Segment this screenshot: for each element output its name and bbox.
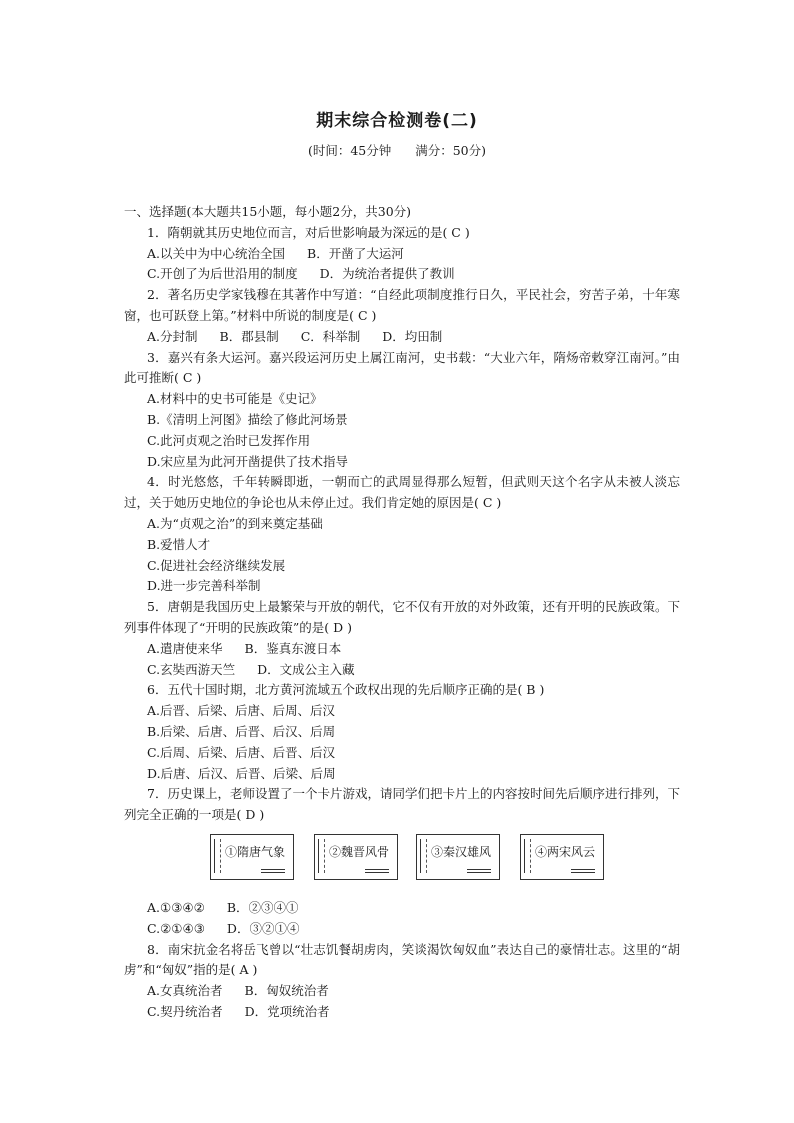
card-label: ①隋唐气象 bbox=[225, 844, 286, 859]
question-5-options-row1 bbox=[124, 639, 680, 660]
card-label: ②魏晋风骨 bbox=[329, 844, 390, 859]
question-2-stem: 2．著名历史学家钱穆在其著作中写道：“自经此项制度推行日久，平民社会，穷苦子弟，十年寒窗，也可跃登上第。”材料中所说的制度是( C ) bbox=[124, 287, 680, 323]
option: D．③②①④ bbox=[226, 920, 300, 936]
option: D．党项统治者 bbox=[244, 1003, 330, 1019]
option: D.后唐、后汉、后晋、后梁、后周 bbox=[147, 765, 336, 781]
card-binding-icon bbox=[214, 839, 221, 873]
option: D．均田制 bbox=[382, 328, 443, 344]
question-list bbox=[124, 202, 680, 1023]
question-1-options-row1 bbox=[124, 244, 680, 265]
card bbox=[210, 834, 294, 880]
option: C.后周、后梁、后唐、后晋、后汉 bbox=[147, 744, 336, 760]
option: B．鉴真东渡日本 bbox=[244, 640, 342, 656]
option: D．文成公主入藏 bbox=[257, 661, 355, 677]
option: B．开凿了大运河 bbox=[307, 245, 404, 261]
option: A.女真统治者 bbox=[147, 983, 223, 999]
option: A.材料中的史书可能是《史记》 bbox=[147, 391, 323, 407]
card-lines-icon bbox=[365, 869, 389, 873]
option: D.进一步完善科举制 bbox=[147, 578, 261, 594]
card-label: ④两宋风云 bbox=[535, 844, 596, 859]
option: B.《清明上河图》描绘了修此河场景 bbox=[147, 411, 348, 427]
question-8-options-row1 bbox=[124, 981, 680, 1002]
option: A.分封制 bbox=[147, 328, 198, 344]
question-1-stem: 1．隋朝就其历史地位而言，对后世影响最为深远的是( C ) bbox=[147, 224, 470, 240]
question-4-stem: 4．时光悠悠，千年转瞬即逝，一朝而亡的武周显得那么短暂，但武则天这个名字从未被人淡忘过，关于她历史地位的争论也从未停止过。我们肯定她的原因是( C ) bbox=[124, 474, 680, 511]
card-binding-icon bbox=[318, 839, 325, 873]
question-7-options-row1 bbox=[124, 898, 680, 919]
option: B.后梁、后唐、后晋、后汉、后周 bbox=[147, 723, 336, 739]
card-lines-icon bbox=[261, 869, 285, 873]
option: B．匈奴统治者 bbox=[244, 983, 329, 999]
page-title: 期末综合检测卷(二) bbox=[316, 111, 478, 131]
option: C.促进社会经济继续发展 bbox=[147, 557, 286, 573]
card-lines-icon bbox=[467, 869, 491, 873]
question-7-stem: 7．历史课上，老师设置了一个卡片游戏，请同学们把卡片上的内容按时间先后顺序进行排列，下列完全正确的一项是( D ) bbox=[124, 786, 680, 823]
card-lines-icon bbox=[571, 869, 595, 873]
option: A.①③④② bbox=[147, 899, 205, 915]
card-label: ③秦汉雄风 bbox=[431, 844, 492, 859]
question-8-options-row2 bbox=[124, 1002, 680, 1023]
option: A.后晋、后梁、后唐、后周、后汉 bbox=[147, 703, 336, 719]
option: C.此河贞观之治时已发挥作用 bbox=[147, 432, 311, 448]
question-5-stem: 5．唐朝是我国历史上最繁荣与开放的朝代，它不仅有开放的对外政策，还有开明的民族政策。下列事件体现了“开明的民族政策”的是( D ) bbox=[124, 599, 680, 635]
card bbox=[520, 834, 604, 880]
question-1-options-row2 bbox=[124, 264, 680, 285]
card-figure bbox=[124, 830, 680, 894]
question-8-stem: 8．南宋抗金名将岳飞曾以“壮志饥餐胡虏肉，笑谈渴饮匈奴血”表达自己的豪情壮志。这里的“胡虏”和“匈奴”指的是( A ) bbox=[124, 941, 680, 978]
option: B．郡县制 bbox=[219, 328, 279, 344]
card bbox=[416, 834, 500, 880]
option: C．科举制 bbox=[300, 328, 361, 344]
option: C.开创了为后世沿用的制度 bbox=[147, 266, 298, 282]
option: D.宋应星为此河开凿提供了技术指导 bbox=[147, 453, 349, 469]
exam-info bbox=[0, 141, 794, 159]
option: A.为“贞观之治”的到来奠定基础 bbox=[147, 515, 323, 531]
question-7-options-row2 bbox=[124, 919, 680, 940]
option: D．为统治者提供了教训 bbox=[319, 266, 455, 282]
card-binding-icon bbox=[420, 839, 427, 873]
option: C.契丹统治者 bbox=[147, 1003, 223, 1019]
option: A.遣唐使来华 bbox=[147, 640, 223, 656]
question-3-stem: 3．嘉兴有条大运河。嘉兴段运河历史上属江南河，史书载：“大业六年，隋炀帝敕穿江南河。”由此可推断( C ) bbox=[124, 349, 680, 386]
option: C.玄奘西游天竺 bbox=[147, 661, 236, 677]
question-6-stem: 6．五代十国时期，北方黄河流域五个政权出现的先后顺序正确的是( B ) bbox=[147, 682, 545, 698]
question-2-options bbox=[124, 327, 680, 348]
time-limit: (时间：45分钟 bbox=[307, 143, 392, 158]
option: A.以关中为中心统治全国 bbox=[147, 245, 286, 261]
card-binding-icon bbox=[524, 839, 531, 873]
card bbox=[314, 834, 398, 880]
option: B.爱惜人才 bbox=[147, 536, 211, 552]
question-5-options-row2 bbox=[124, 660, 680, 681]
section-heading: 一、选择题(本大题共15小题，每小题2分，共30分) bbox=[124, 204, 412, 219]
option: B．②③④① bbox=[226, 899, 299, 915]
option: C.②①④③ bbox=[147, 920, 205, 936]
full-score: 满分：50分) bbox=[415, 143, 487, 158]
